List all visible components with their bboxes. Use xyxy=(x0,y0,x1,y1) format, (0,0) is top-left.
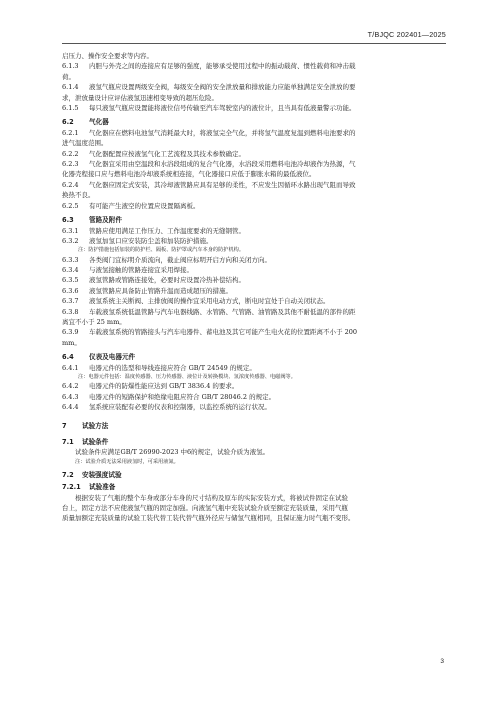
note-6-3-2: 注：防护措施包括加装的防护栏、隔板、防护罩或汽车本身的防护机构。 xyxy=(78,247,245,254)
clause-6-2-2: 6.2.2 气化器配置应按液氢气化工艺流程及其技术参数确定。 xyxy=(62,149,245,158)
note-7-1: 注：试验介质无法采用液氢时，可采用液氮。 xyxy=(75,458,179,465)
text-line: 试验条件应满足GB/T 26990-2023 中6的规定，试验介质为液氢。 xyxy=(75,448,270,457)
clause-6-3-4: 6.3.4 与液氢接触的管路连接宜采用焊接。 xyxy=(62,265,193,274)
text-line: 离宜不小于 25 mm。 xyxy=(62,317,126,326)
section-7-2-1-body xyxy=(62,493,446,524)
clause-6-1-5: 6.1.5 每只液氢气瓶应设置能将液位信号传输至汽车驾驶室内的液位计，且当具有低液量警示功能。 xyxy=(62,104,356,113)
clause-6-1-3: 6.1.3 内胆与外壳之间的连接应有足够的强度，能够承受使用过程中的振动载荷、惯性载荷和冲击载 xyxy=(62,62,356,71)
section-heading-7-2-1: 7.2.1 试验准备 xyxy=(62,483,116,492)
text-line: 求，泄放量设计应评估液氢迅速相变导致的超压危险。 xyxy=(62,93,218,102)
text-line: 台上，固定方法不应使液氢气瓶的固定加强。向液氢气瓶中充装试验介质至额定充装质量，采用气瓶 xyxy=(62,504,348,513)
note-6-4-1: 注：电器元件包括：温度传感器、压力传感器、液位计及转换模块、氢浓度传感器、电磁阀等。 xyxy=(78,373,296,380)
section-heading-6-4: 6.4 仪表及电器元件 xyxy=(62,353,136,362)
header-divider xyxy=(62,43,446,44)
clause-6-3-2: 6.3.2 液氢加氢口应安装防尘盖和加装防护措施。 xyxy=(62,236,213,245)
section-heading-7-2: 7.2 安装强度试验 xyxy=(62,470,122,479)
text-line: 启压力、操作安全要求等内容。 xyxy=(62,52,153,60)
clause-6-4-3: 6.4.3 电器元件的短路保护和绝缘电阻应符合 GB/T 28046.2 的规定。 xyxy=(62,392,276,401)
clause-6-4-4: 6.4.4 氢系统应装配有必要的仪表和控制器，以监控系统的运行状况。 xyxy=(62,403,271,411)
section-heading-7-1: 7.1 试验条件 xyxy=(62,437,109,446)
text-line: 换热不良。 xyxy=(62,191,95,200)
clause-6-2-1: 6.2.1 气化器应在燃料电池氢气消耗最大时，将液氢完全气化，并将氢气温度复温到燃料电池要求的 xyxy=(62,128,356,137)
clause-6-3-6: 6.3.6 液氢管路应具备防止管路升温而造成超压的措施。 xyxy=(62,286,232,295)
header-doc-code: T/BJQC 202401—2025 xyxy=(367,30,446,39)
section-heading-6-3: 6.3 管路及附件 xyxy=(62,216,122,225)
text-line: 进气温度范围。 xyxy=(62,139,108,148)
clause-6-4-2: 6.4.2 电器元件的防爆性能应达到 GB/T 3836.4 的要求。 xyxy=(62,382,239,391)
section-6-3-body xyxy=(62,226,446,349)
text-line: mm。 xyxy=(62,338,81,347)
clause-6-3-5: 6.3.5 液氢管路或管路连接处，必要时应设置冷热补偿结构。 xyxy=(62,276,245,285)
clause-6-4-1: 6.4.1 电器元件的选型和导线连接应符合 GB/T 24549 的规定。 xyxy=(62,363,256,372)
section-6-1-continued xyxy=(62,51,446,113)
clause-6-2-3: 6.2.3 气化器宜采用由空温段和水浴段组成的复合气化器，水浴段采用燃料电池冷却液作为热源，气 xyxy=(62,160,356,169)
text-line: 根据安装了气瓶的整个车身或部分车身的尺寸结构及原车的实际安装方式，将被试件固定在试验 xyxy=(75,493,348,502)
document-body xyxy=(62,51,446,524)
clause-6-3-7: 6.3.7 液氢系统主关断阀、主排放阀的操作宜采用电动方式，断电时宜处于自动关闭状态。 xyxy=(62,297,330,306)
clause-6-2-4: 6.2.4 气化器应固定式安装，其冷却液管路应具有足够的柔性，不应发生因循环水路出现气阻而导致 xyxy=(62,180,356,189)
clause-6-3-1: 6.3.1 管路应使用满足工作压力、工作温度要求的无缝钢管。 xyxy=(62,226,245,235)
section-heading-6-2: 6.2 气化器 xyxy=(62,118,109,127)
page-number: 3 xyxy=(440,658,444,665)
chapter-heading-7: 7 试验方法 xyxy=(62,422,109,431)
section-6-4-body xyxy=(62,363,446,413)
text-line: 荷。 xyxy=(62,72,75,81)
text-line: 质量加额定充装质量的试验工装代替工装代替气瓶外径应与储氢气瓶相同，且保证施力时气瓶不变形。 xyxy=(62,514,355,523)
text-line: 化器壳程接口应与燃料电池冷却液系统相连接，气化器接口应低于膨胀水箱的最低液位。 xyxy=(62,170,316,179)
clause-6-3-3: 6.3.3 各类阀门宜标明介质流向，截止阀应标明开启方向和关闭方向。 xyxy=(62,255,271,264)
section-6-2-body xyxy=(62,128,446,211)
clause-6-2-5: 6.2.5 有可能产生液空的位置应设置隔离板。 xyxy=(62,201,200,210)
clause-6-1-4: 6.1.4 液氢气瓶应设置两级安全阀，每级安全阀的安全泄放量和排放能力应能单独满足安全泄放的要 xyxy=(62,83,356,92)
clause-6-3-9: 6.3.9 车载液氢系统的管路接头与汽车电器件、蓄电池及其它可能产生电火花的位置距离不小于 200 xyxy=(62,328,357,337)
clause-6-3-8: 6.3.8 车载液氢系统低温管路与汽车电器线路、水管路、气管路、油管路及其他不耐低温的部件的距 xyxy=(62,307,356,316)
section-7-1-body xyxy=(62,447,446,466)
